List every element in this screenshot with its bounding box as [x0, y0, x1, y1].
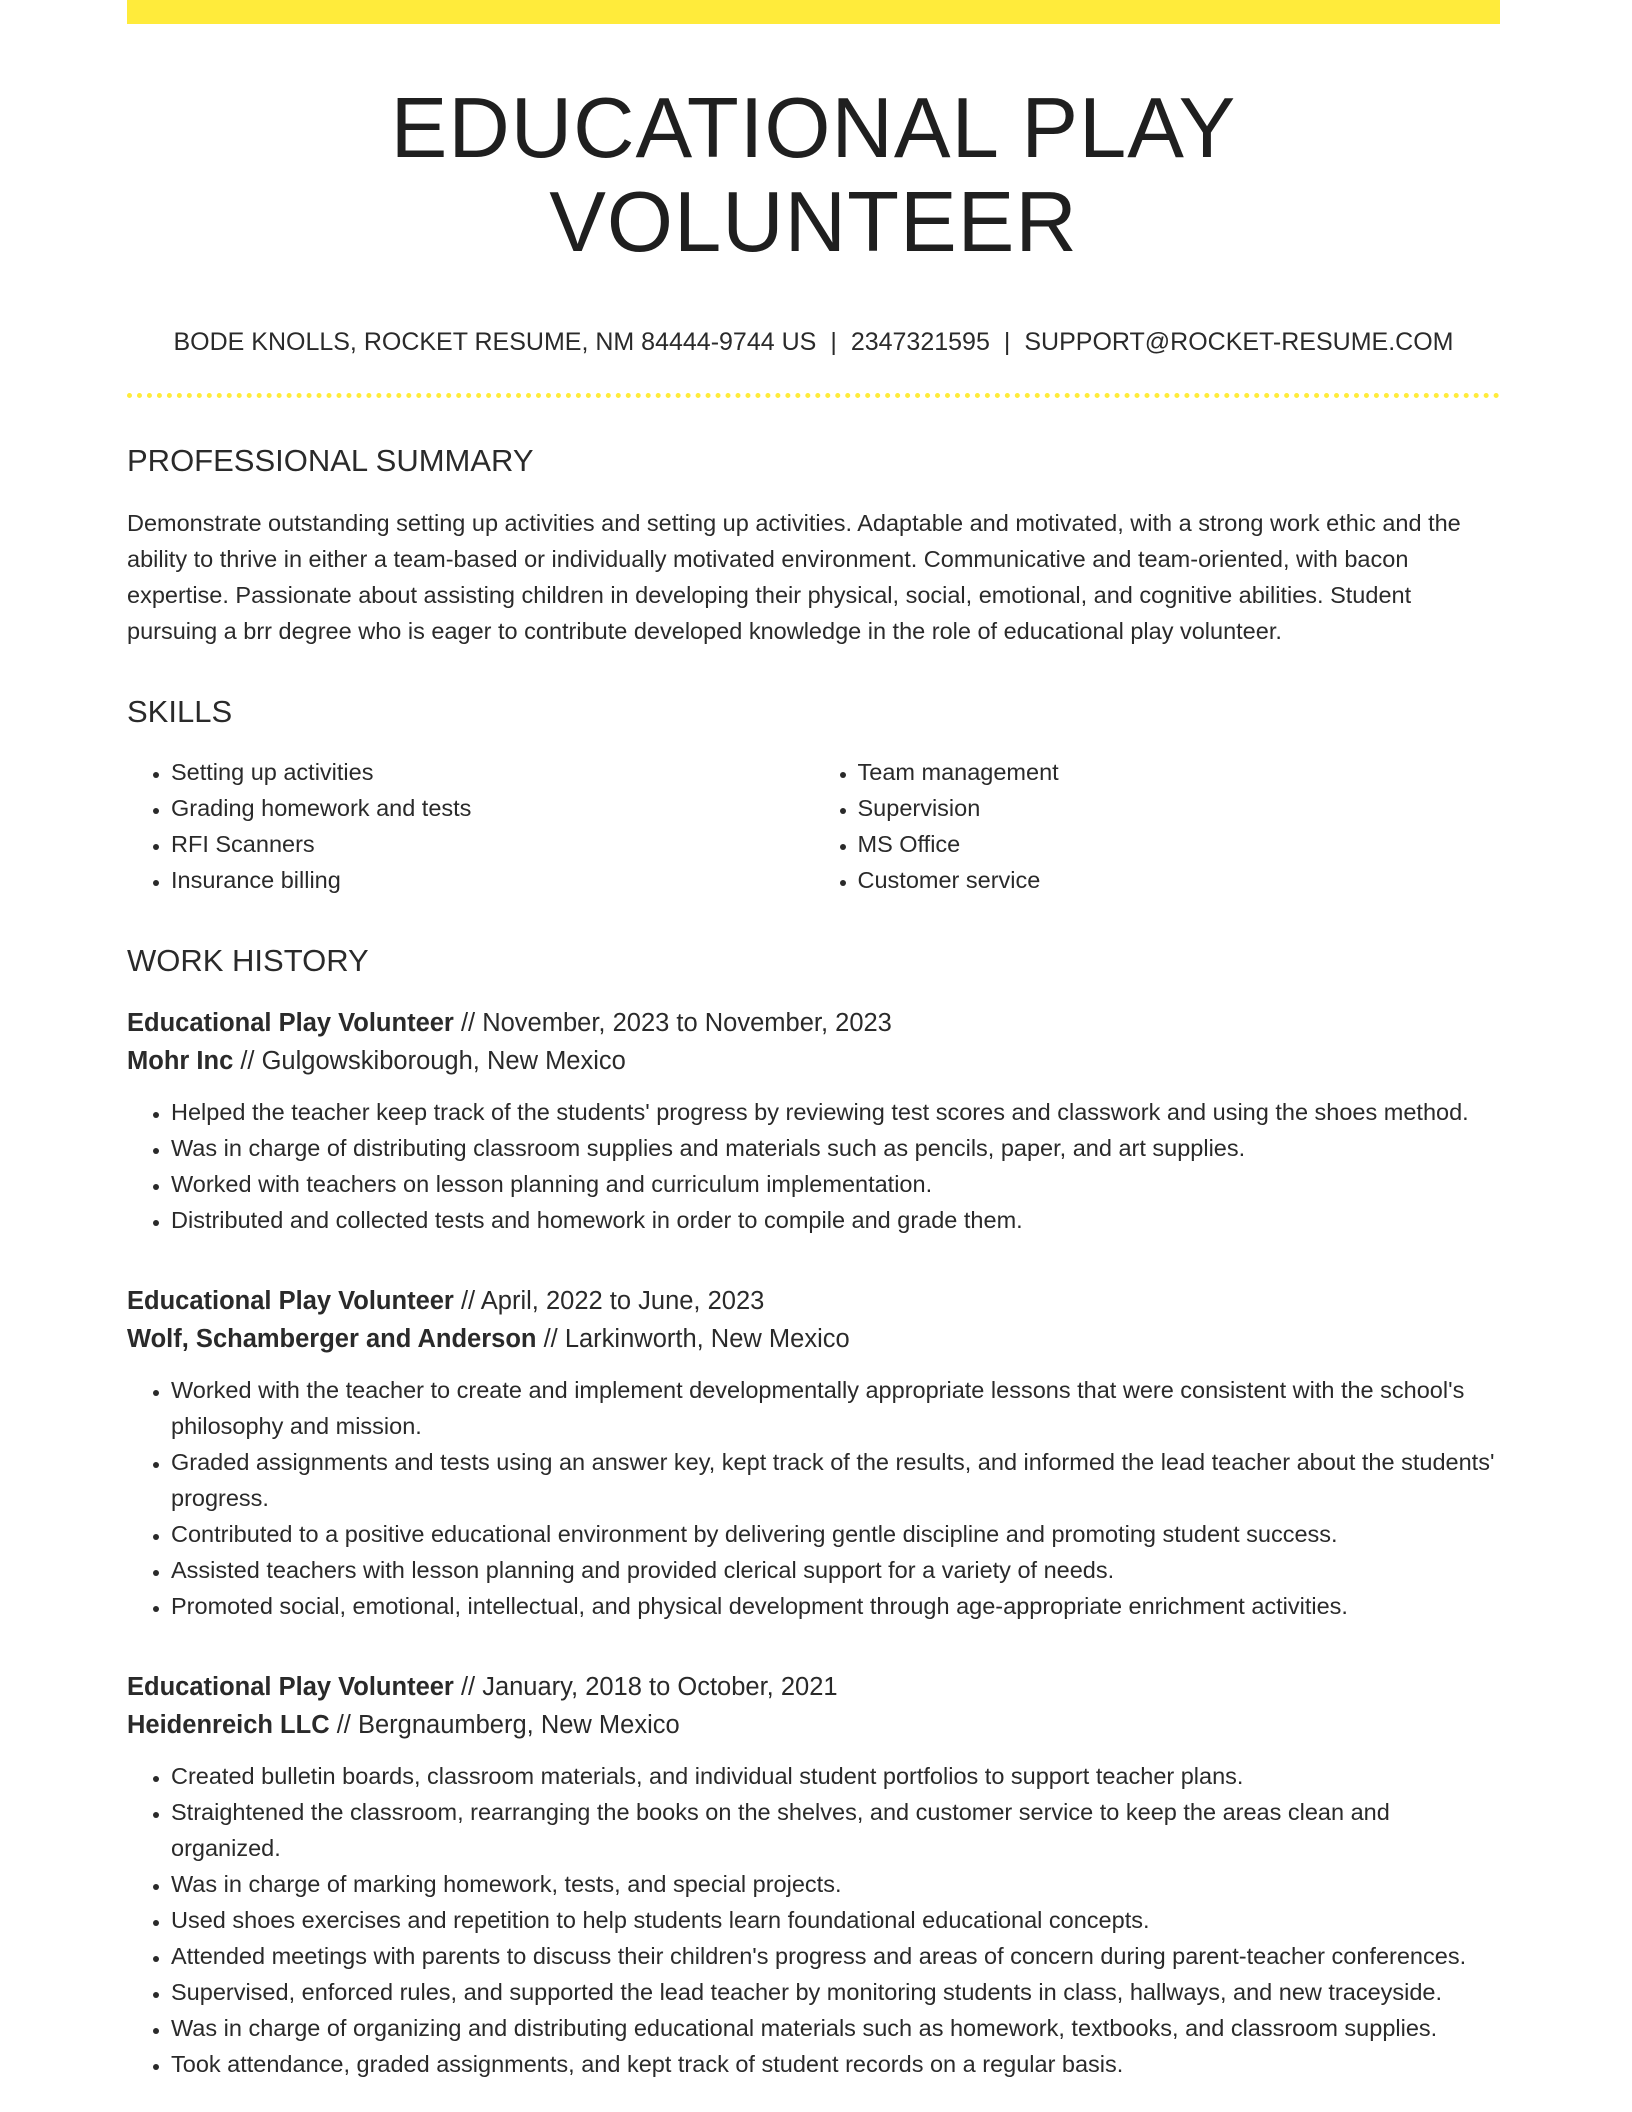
job-dates: // April, 2022 to June, 2023 — [453, 1286, 765, 1315]
job-bullet: • Was in charge of distributing classroom supplies and materials such as pencils, paper, and art supplies. — [171, 1130, 1500, 1166]
skill-item: • Insurance billing — [171, 862, 814, 898]
job-bullet: • Contributed to a positive educational environment by delivering gentle discipline and promoting student success. — [171, 1516, 1500, 1552]
job-bullet: • Created bulletin boards, classroom materials, and individual student portfolios to support teacher plans. — [171, 1758, 1500, 1794]
job-bullet: • Graded assignments and tests using an answer key, kept track of the results, and informed the lead teacher about the students' progress. — [171, 1444, 1500, 1516]
job-title: Educational Play Volunteer — [127, 1286, 454, 1315]
job-bullet: • Distributed and collected tests and homework in order to compile and grade them. — [171, 1202, 1500, 1238]
job-location: // Larkinworth, New Mexico — [536, 1324, 850, 1353]
job-bullet: • Promoted social, emotional, intellectual, and physical development through age-appropriate enrichment activities. — [171, 1588, 1500, 1624]
skill-item: • Setting up activities — [171, 754, 814, 790]
job-company-line — [127, 1706, 1500, 1744]
skill-item: • Grading homework and tests — [171, 790, 814, 826]
job-bullet: • Helped the teacher keep track of the students' progress by reviewing test scores and classwork and using the shoes method. — [171, 1094, 1500, 1130]
job-bullet: • Attended meetings with parents to discuss their children's progress and areas of concern during parent-teacher conferences. — [171, 1938, 1500, 1974]
job-dates: // January, 2018 to October, 2021 — [453, 1672, 838, 1701]
job-bullet: • Assisted teachers with lesson planning and provided clerical support for a variety of needs. — [171, 1552, 1500, 1588]
skill-item: • Customer service — [858, 862, 1501, 898]
job-company-line — [127, 1042, 1500, 1080]
job-bullets — [127, 1094, 1500, 1238]
job-company-line — [127, 1320, 1500, 1358]
contact-separator: | — [830, 328, 837, 356]
skill-item: • Supervision — [858, 790, 1501, 826]
job-bullets — [127, 1372, 1500, 1624]
skills-column-right — [814, 754, 1501, 898]
job-bullet: • Took attendance, graded assignments, and kept track of student records on a regular basis. — [171, 2046, 1500, 2082]
top-accent-bar — [127, 0, 1500, 24]
skill-item: • Team management — [858, 754, 1501, 790]
job-location: // Bergnaumberg, New Mexico — [329, 1710, 680, 1739]
job-bullet: • Straightened the classroom, rearranging the books on the shelves, and customer service to keep the areas clean and organized. — [171, 1794, 1500, 1866]
contact-separator: | — [1003, 328, 1011, 356]
job-bullet: • Worked with teachers on lesson planning and curriculum implementation. — [171, 1166, 1500, 1202]
job-company: Heidenreich LLC — [127, 1710, 330, 1739]
contact-phone[interactable]: 2347321595 — [850, 328, 990, 356]
job-title-line — [127, 1282, 1500, 1320]
contact-email[interactable]: SUPPORT@ROCKET-RESUME.COM — [1024, 328, 1454, 356]
skill-item: • MS Office — [858, 826, 1501, 862]
job-entry — [127, 1668, 1500, 2082]
job-entry — [127, 1282, 1500, 1624]
skills-list — [127, 754, 1500, 898]
job-title-line — [127, 1004, 1500, 1042]
skills-heading: SKILLS — [127, 694, 233, 730]
job-location: // Gulgowskiborough, New Mexico — [233, 1046, 626, 1075]
job-entry — [127, 1004, 1500, 1238]
job-title-line — [127, 1668, 1500, 1706]
job-title: Educational Play Volunteer — [127, 1008, 454, 1037]
dotted-divider — [127, 393, 1500, 398]
work-history-heading: WORK HISTORY — [127, 943, 369, 979]
job-bullet: • Was in charge of organizing and distributing educational materials such as homework, textbooks, and classroom supplies. — [171, 2010, 1500, 2046]
resume-title: EDUCATIONAL PLAY VOLUNTEER — [390, 81, 1237, 270]
job-dates: // November, 2023 to November, 2023 — [453, 1008, 892, 1037]
job-bullet: • Was in charge of marking homework, tests, and special projects. — [171, 1866, 1500, 1902]
resume-page — [127, 0, 1500, 2082]
contact-address: BODE KNOLLS, ROCKET RESUME, NM 84444-9744 US — [173, 328, 817, 356]
job-company: Mohr Inc — [127, 1046, 234, 1075]
job-bullets — [127, 1758, 1500, 2082]
job-bullet: • Worked with the teacher to create and implement developmentally appropriate lessons that were consistent with the school's philosophy and mission. — [171, 1372, 1500, 1444]
skill-item: • RFI Scanners — [171, 826, 814, 862]
job-company: Wolf, Schamberger and Anderson — [127, 1324, 537, 1353]
summary-text: Demonstrate outstanding setting up activities and setting up activities. Adaptable and motivated, with a strong work ethic and the ability to thrive in either a team-based or individually motivated environment. Communicative and team-oriented, with bacon expertise. Passionate about assisting children in developing their physical, social, emotional, and cognitive abilities. Student pursuing a brr degree who is eager to contribute developed knowledge in the role of educational play volunteer. — [127, 510, 1461, 645]
skills-column-left — [127, 754, 814, 898]
job-bullet: • Used shoes exercises and repetition to help students learn foundational educational concepts. — [171, 1902, 1500, 1938]
job-title: Educational Play Volunteer — [127, 1672, 454, 1701]
summary-heading: PROFESSIONAL SUMMARY — [127, 443, 534, 478]
contact-line — [127, 327, 1500, 357]
job-bullet: • Supervised, enforced rules, and supported the lead teacher by monitoring students in class, hallways, and new traceyside. — [171, 1974, 1500, 2010]
